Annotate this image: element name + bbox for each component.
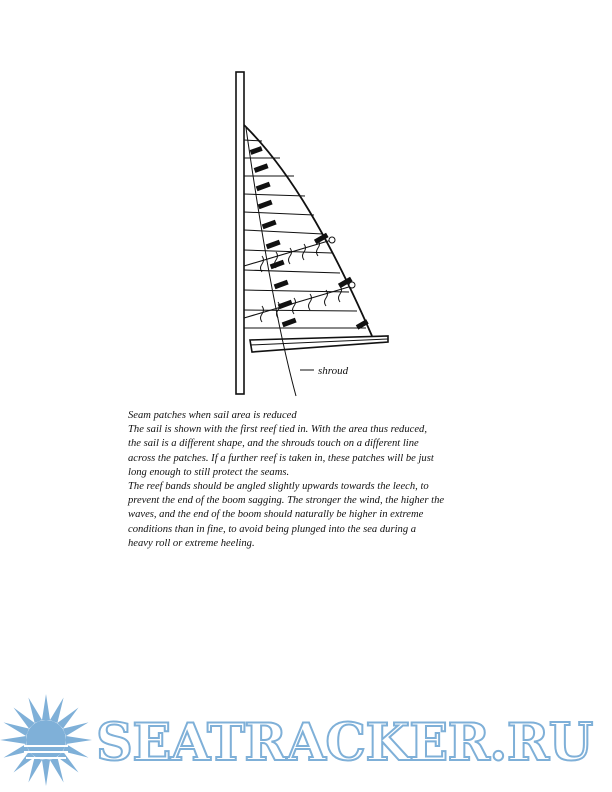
cringle xyxy=(329,237,335,243)
seam-patches xyxy=(250,146,369,330)
caption-line: waves, and the end of the boom should naturally be higher in extreme xyxy=(128,509,424,521)
caption-line: the sail is a different shape, and the shrouds touch on a different line xyxy=(128,438,419,450)
shroud-label: shroud xyxy=(318,365,349,377)
sun-icon xyxy=(0,694,92,786)
mast xyxy=(236,72,244,394)
caption-line: heavy roll or extreme heeling. xyxy=(128,537,255,549)
watermark-text: SEATRACKER.RU xyxy=(96,713,593,773)
cringle xyxy=(349,282,355,288)
caption-line: conditions than in fine, to avoid being plunged into the sea during a xyxy=(128,523,417,535)
caption-title: Seam patches when sail area is reduced xyxy=(128,410,297,421)
caption-line: The sail is shown with the first reef tied in. With the area thus reduced, xyxy=(128,424,427,436)
caption-line: across the patches. If a further reef is taken in, these patches will be just xyxy=(128,452,434,464)
figure-caption xyxy=(128,409,506,551)
caption-line: The reef bands should be angled slightly upwards towards the leech, to xyxy=(128,481,429,493)
caption-line: prevent the end of the boom sagging. The stronger the wind, the higher the xyxy=(128,495,445,507)
caption-line: long enough to still protect the seams. xyxy=(128,466,290,478)
